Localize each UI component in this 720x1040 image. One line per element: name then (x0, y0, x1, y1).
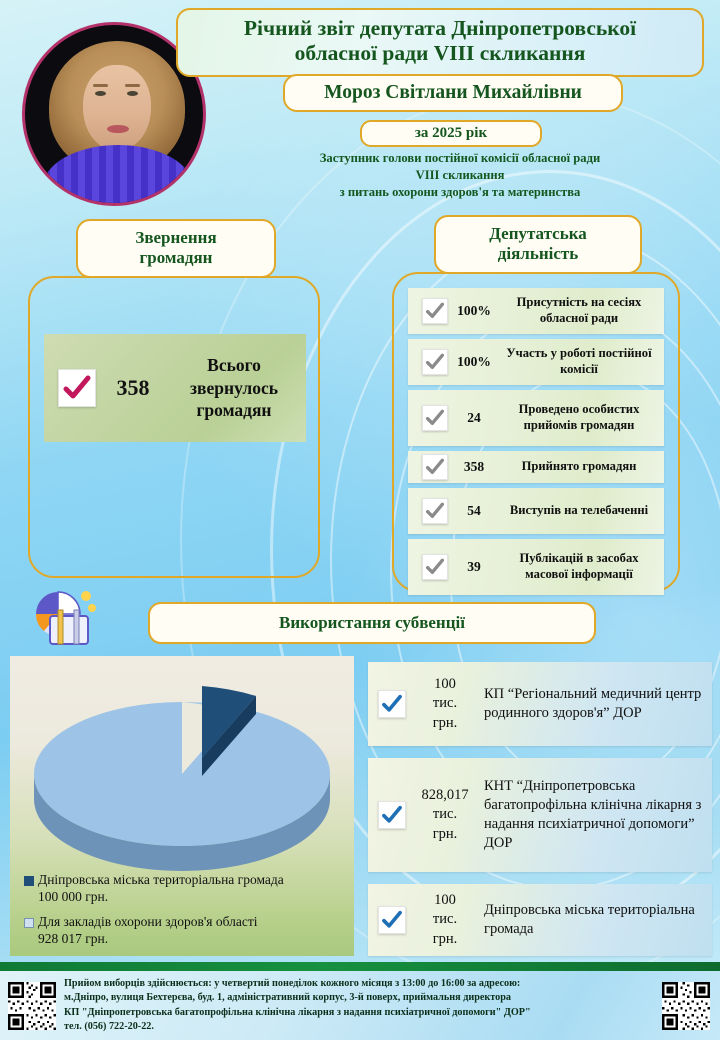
subvention-amount-line2: тис. (432, 806, 458, 823)
checkmark-icon (422, 405, 448, 431)
pie-chart-svg (10, 656, 354, 871)
footer-line3: КП "Дніпропетровська багатопрофільна клінічна лікарня з надання психіатричної допомоги" ДОР" (64, 1006, 531, 1018)
section-header-activity-line1: Депутатська (489, 224, 587, 243)
page-title (176, 8, 704, 77)
footer-line2: м.Дніпро, вулиця Бехтерєва, буд. 1, адміністративний корпус, 3-й поверх, приймальня директора (64, 992, 511, 1004)
footer-line4: тел. (056) 722-20-22. (64, 1020, 154, 1032)
subvention-row (368, 662, 712, 746)
activity-value: 100% (457, 303, 491, 318)
subvention-amount-line1: 100 (434, 891, 456, 908)
portrait-face (83, 65, 151, 151)
section-header-subvention-label: Використання субвенції (279, 613, 465, 632)
deputy-position-line2: VIII скликання (415, 168, 505, 182)
subvention-row (368, 884, 712, 956)
subvention-amount-line2: тис. (432, 911, 458, 928)
deputy-position-line3: з питань охорони здоров'я та материнства (339, 185, 581, 199)
section-header-subvention (148, 602, 596, 644)
activity-value: 358 (463, 459, 485, 474)
report-year-box (360, 120, 542, 147)
divider-green-bar (0, 962, 720, 971)
checkmark-icon (422, 498, 448, 524)
subvention-row (368, 758, 712, 872)
subvention-pie-chart (10, 656, 354, 956)
subvention-amount-line2: тис. (432, 695, 458, 712)
legend-item (24, 872, 354, 906)
subvention-amount-line3: грн. (432, 930, 458, 947)
appeals-total-label (170, 354, 306, 422)
activity-value: 39 (467, 559, 481, 574)
activity-row (408, 451, 664, 483)
activity-label: Участь у роботі постійної комісії (506, 346, 652, 376)
page-title-line1: Річний звіт депутата Дніпропетровської (243, 16, 637, 40)
subvention-label: КНТ “Дніпропетровська багатопрофільна клінічна лікарня з надання психіатричної допомоги” ДОР (484, 778, 702, 851)
activity-label: Проведено особистих прийомів громадян (518, 402, 640, 432)
qr-code-left (8, 982, 56, 1030)
section-header-appeals (76, 219, 276, 278)
activity-label: Публікацій в засобах масової інформації (519, 551, 639, 581)
checkmark-icon (422, 349, 448, 375)
subvention-amount-line3: грн. (432, 825, 458, 842)
legend-item (24, 914, 354, 948)
footer (0, 971, 720, 1040)
checkmark-icon (58, 369, 96, 407)
appeals-total-count: 358 (116, 375, 150, 400)
portrait-brow-right (125, 84, 140, 87)
deputy-position-line1: Заступник голови постійної комісії обласної ради (319, 151, 601, 165)
section-header-appeals-line2: громадян (139, 248, 213, 268)
activity-value: 54 (467, 503, 481, 518)
activity-row (408, 288, 664, 334)
appeals-total-label-line3: громадян (196, 400, 272, 421)
page-title-line2: обласної ради VIII скликання (294, 41, 586, 66)
subvention-amount-line1: 828,017 (421, 786, 469, 803)
deputy-name: Мороз Світлани Михайлівни (324, 82, 582, 103)
legend-label-line1: Для закладів охорони здоров'я області (38, 913, 258, 929)
report-year: за 2025 рік (414, 125, 488, 141)
legend-label-line1: Дніпровська міська територіальна громада (38, 872, 284, 887)
section-header-activity (434, 215, 642, 274)
activity-label: Прийнято громадян (521, 459, 637, 474)
checkmark-icon (422, 554, 448, 580)
legend-label (38, 914, 258, 948)
deputy-position (230, 150, 690, 201)
subvention-amount-line1: 100 (434, 675, 456, 692)
portrait-eye-left (95, 91, 106, 96)
checkmark-icon (422, 454, 448, 480)
footer-line1: Прийом виборців здійснюється: у четвертий понеділок кожного місяця з 13:00 до 16:00 за адресою: (64, 978, 521, 990)
activity-row (408, 488, 664, 534)
legend-label-line2: 928 017 грн. (38, 930, 109, 946)
chart-analytics-icon (28, 588, 100, 650)
portrait-mouth (107, 125, 129, 133)
subvention-amount (406, 675, 484, 734)
subvention-amount-line3: грн. (432, 714, 458, 731)
checkmark-icon (422, 298, 448, 324)
legend-swatch (24, 918, 34, 928)
appeals-total-card (44, 334, 306, 442)
footer-text (56, 977, 662, 1033)
activity-label: Присутність на сесіях обласної ради (516, 295, 642, 325)
legend-label (38, 872, 284, 906)
activity-label: Виступів на телебаченні (509, 503, 649, 518)
checkmark-icon (378, 906, 406, 934)
activity-value: 100% (457, 354, 491, 369)
activity-row (408, 539, 664, 595)
activity-value: 24 (467, 410, 481, 425)
legend-label-line2: 100 000 грн. (38, 888, 109, 904)
deputy-name-box (283, 74, 623, 112)
pie-chart-legend (24, 872, 354, 956)
portrait-brow-left (93, 84, 108, 87)
subvention-amount (406, 786, 484, 845)
subvention-label: КП “Регіональний медичний центр родинного здоров'я” ДОР (484, 686, 702, 721)
appeals-total-label-line1: Всього (207, 354, 261, 375)
portrait-eye-right (127, 91, 138, 96)
section-header-activity-line2: діяльність (497, 244, 579, 264)
section-header-appeals-line1: Звернення (135, 228, 217, 247)
legend-swatch (24, 876, 34, 886)
checkmark-icon (378, 801, 406, 829)
appeals-total-label-line2: звернулось (190, 377, 278, 398)
qr-code-right (662, 982, 710, 1030)
checkmark-icon (378, 690, 406, 718)
activity-row (408, 339, 664, 385)
subvention-label: Дніпровська міська територіальна громада (484, 902, 695, 937)
activity-row (408, 390, 664, 446)
subvention-amount (406, 891, 484, 950)
